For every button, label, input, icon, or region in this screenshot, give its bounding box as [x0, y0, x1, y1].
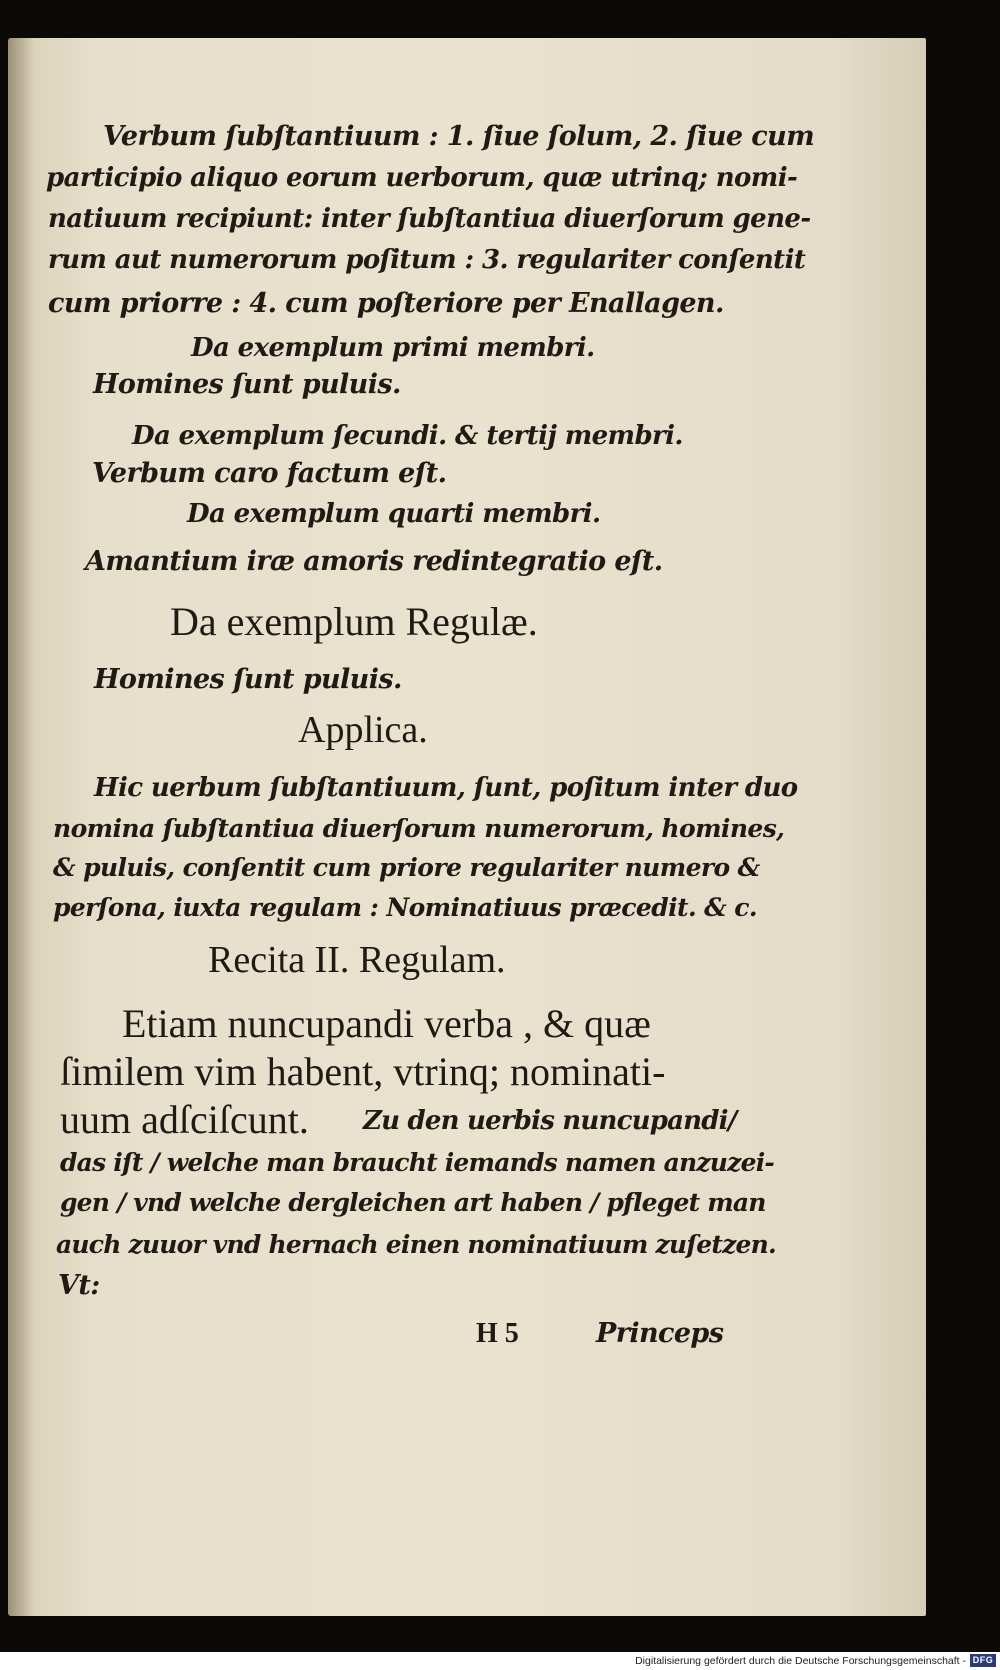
example-line: Verbum caro factum eſt.	[92, 458, 447, 489]
text-line: & puluis, conſentit cum priore regulariter numero &	[53, 853, 760, 882]
rule-text-line: ſimilem vim habent, vtrinq; nominati-	[60, 1049, 666, 1094]
text-line: natiuum recipiunt: inter ſubſtantiua diuerſorum gene-	[48, 204, 811, 234]
catchword: Princeps	[596, 1318, 724, 1349]
german-gloss-line: Zu den uerbis nuncupandi/	[363, 1106, 737, 1136]
example-line: Homines ſunt puluis.	[94, 664, 402, 695]
german-gloss-line: das iſt / welche man braucht iemands namen anzuzei-	[60, 1148, 774, 1177]
text-line: participio aliquo eorum uerborum, quæ utrinq; nomi-	[46, 163, 798, 193]
german-gloss-line: auch zuuor vnd hernach einen nominatiuum zuſetzen.	[56, 1230, 776, 1259]
section-heading: Recita II. Regulam.	[208, 939, 506, 981]
rule-text-line: Etiam nuncupandi verba , & quæ	[122, 1001, 651, 1046]
section-heading: Applica.	[298, 709, 428, 751]
section-heading: Da exemplum Regulæ.	[170, 599, 538, 644]
text-line: Verbum ſubſtantiuum : 1. ſiue ſolum, 2. ſiue cum	[103, 121, 815, 152]
example-line: Amantium iræ amoris redintegratio eſt.	[85, 546, 663, 577]
footer-credit: Digitalisierung gefördert durch die Deutsche Forschungsgemeinschaft -	[635, 1655, 966, 1667]
text-line: Vt:	[58, 1270, 100, 1301]
question-heading: Da exemplum ſecundi. & tertij membri.	[132, 421, 683, 451]
text-line: rum aut numerorum poſitum : 3. regulariter conſentit	[48, 245, 806, 275]
book-page	[8, 38, 926, 1616]
question-heading: Da exemplum primi membri.	[191, 333, 595, 363]
german-gloss-line: gen / vnd welche dergleichen art haben / pfleget man	[60, 1188, 766, 1217]
text-line: Hic uerbum ſubſtantiuum, ſunt, poſitum inter duo	[94, 773, 798, 803]
text-line: nomina ſubſtantiua diuerſorum numerorum, homines,	[53, 814, 785, 843]
example-line: Homines ſunt puluis.	[93, 369, 401, 400]
text-line: perſona, iuxta regulam : Nominatiuus præcedit. & c.	[53, 893, 757, 922]
dfg-logo: DFG	[970, 1654, 996, 1667]
text-line: cum priorre : 4. cum poſteriore per Enallagen.	[48, 288, 724, 319]
question-heading: Da exemplum quarti membri.	[187, 499, 601, 529]
rule-text-line: uum adſciſcunt.	[60, 1097, 309, 1142]
signature-mark: H 5	[476, 1318, 519, 1349]
